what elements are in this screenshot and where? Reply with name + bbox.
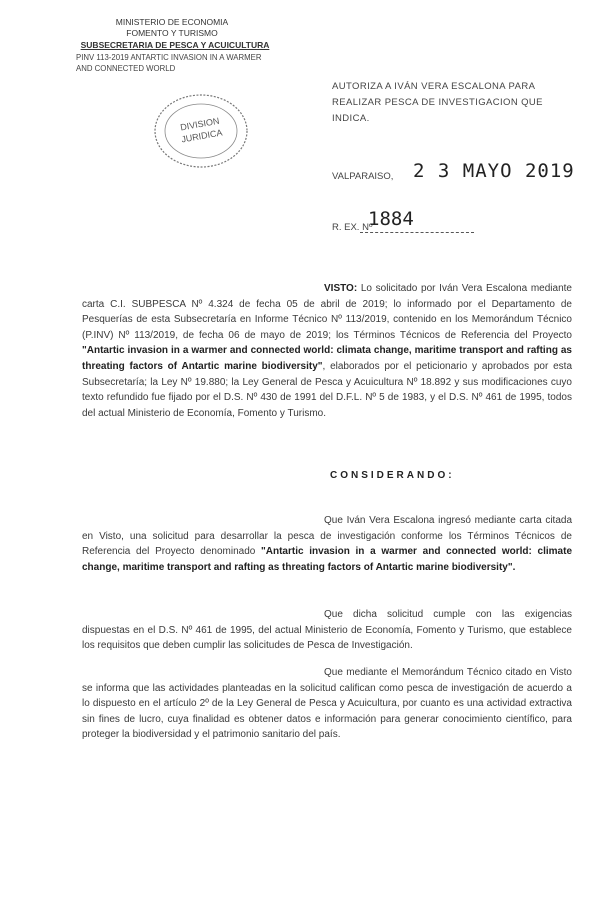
visto-label: VISTO: — [324, 283, 358, 294]
considerando-1-text: Que Iván Vera Escalona ingresó mediante carta citada en Visto, una solicitud para desarrollar la pesca de investigación conforme los Términos Técnicos de Referencia del Proyecto denominado — [82, 515, 572, 558]
resolution-date: 2 3 MAYO 2019 — [413, 160, 575, 182]
considerando-heading: CONSIDERANDO: — [330, 470, 455, 481]
visto-project-title: "Antartic invasion in a warmer and connected world: climata change, maritime transport and rafting as threating factors of Antartic marine biodiversity" — [82, 345, 572, 372]
considerando-paragraph-3 — [82, 665, 572, 743]
ministry-subname: FOMENTO Y TURISMO — [126, 28, 218, 38]
place-label: VALPARAISO, — [332, 171, 394, 182]
visto-text-b: , elaborados por el peticionario y aprobados por esta Subsecretaría; la Ley Nº 19.880; la Ley General de Pesca y Acuicultura Nº 18.892 y sus modificaciones cuyo texto refundido fue fijado por el D.S. Nº 430 de 1991 del D.F.L. Nº 5 de 1983, y el D.S. Nº 461 de 1995, todos del actual Ministerio de Economía, Fomento y Turismo. — [82, 360, 573, 419]
svg-text:JURIDICA: JURIDICA — [180, 127, 224, 145]
considerando-3-text: Que mediante el Memorándum Técnico citado en Visto se informa que las actividades planteadas en la solicitud califican como pesca de investigación de acuerdo a lo dispuesto en el artículo 2º de la Ley General de Pesca y Acuicultura, por cuanto es una actividad extractiva sin fines de lucro, cuya finalidad es obtener datos e información para generar conocimiento científico, para proteger la biodiversidad y el patrimonio sanitario del país. — [82, 667, 572, 741]
considerando-paragraph-1 — [82, 513, 572, 575]
ministry-name: MINISTERIO DE ECONOMIA — [115, 17, 229, 27]
subsecretaria-name: SUBSECRETARIA DE PESCA Y ACUICULTURA — [80, 40, 270, 50]
visto-paragraph — [82, 281, 572, 421]
reference-line-2: AND CONNECTED WORLD — [76, 64, 176, 73]
rex-underline — [360, 232, 474, 233]
rex-number: 1884 — [368, 208, 414, 230]
considerando-2-text: Que dicha solicitud cumple con las exigencias dispuestas en el D.S. Nº 461 de 1995, del actual Ministerio de Economía, Fomento y Turismo, que establece los requisitos que deben cumplir las solicitudes de Pesca de Investigación. — [82, 609, 572, 652]
resolution-subject: AUTORIZA A IVÁN VERA ESCALONA PARA REALIZAR PESCA DE INVESTIGACION QUE INDICA. — [332, 81, 543, 124]
visto-text-a: Lo solicitado por Iván Vera Escalona mediante carta C.I. SUBPESCA Nº 4.324 de fecha 05 de abril de 2019; lo informado por el Departamento de Pesquerías de esta Subsecretaría en Informe Técnico Nº 113/2019, contenido en los Memorándum Técnico (P.INV) Nº 113/2019, de fecha 06 de mayo de 2019; los Términos Técnicos de Referencia del Proyecto — [82, 283, 572, 341]
rex-label: R. EX. Nº — [332, 222, 373, 233]
considerando-paragraph-2 — [82, 607, 572, 654]
considerando-1-project-title: "Antartic invasion in a warmer and connected world: climate change, maritime transport and rafting as threating factors of Antartic marine biodiversity". — [82, 546, 573, 573]
reference-line-1: PINV 113-2019 ANTARTIC INVASION IN A WARMER — [76, 53, 262, 62]
division-juridica-stamp — [147, 87, 255, 175]
svg-text:DIVISION: DIVISION — [179, 115, 221, 133]
